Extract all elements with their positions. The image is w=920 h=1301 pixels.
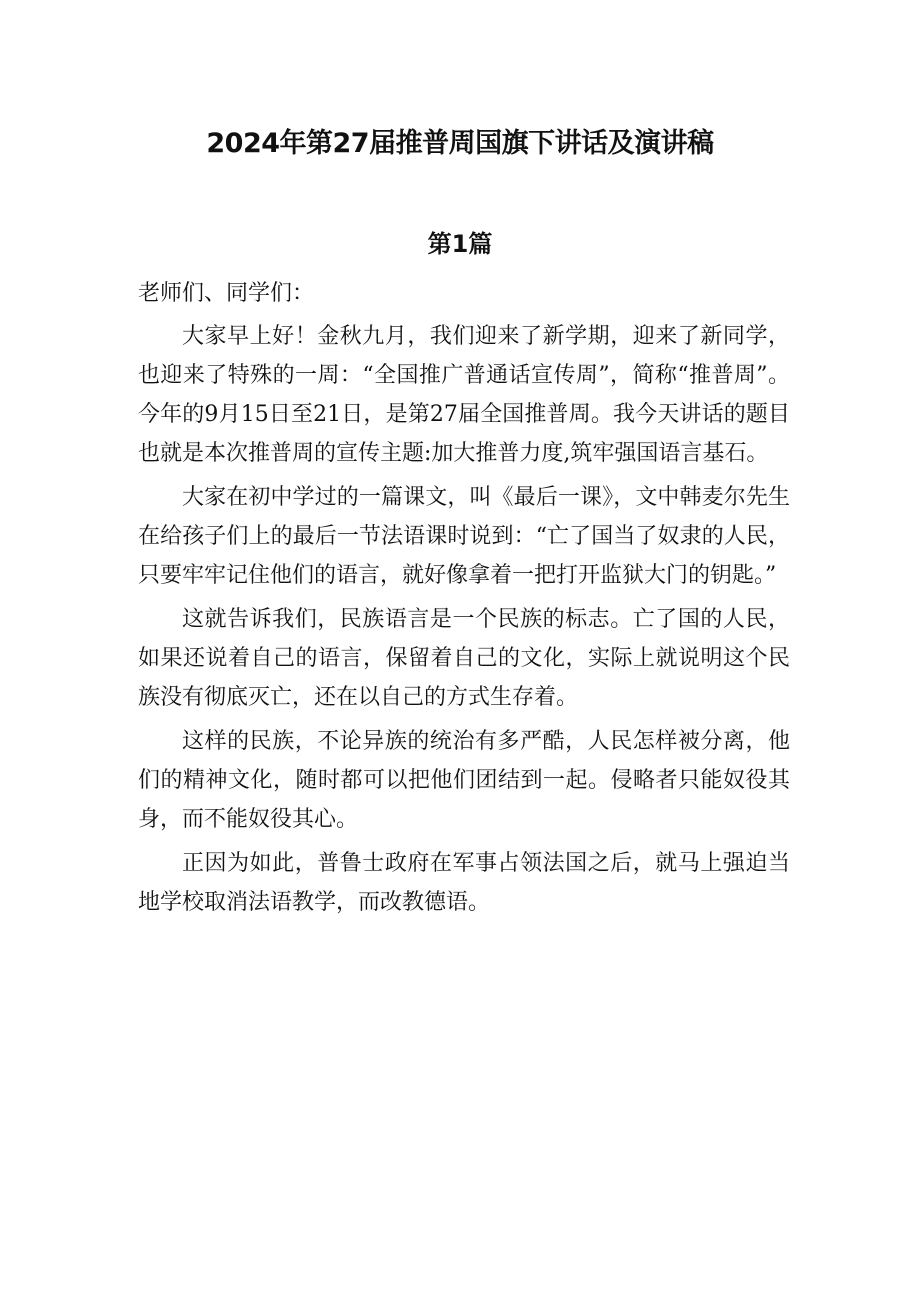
salutation: 老师们、同学们：: [138, 281, 315, 306]
section-heading: 第1篇: [427, 230, 493, 258]
paragraph-3: 这就告诉我们，民族语言是一个民族的标志。亡了国的人民，如果还说着自己的语言，保留着自己的文化，实际上就说明这个民族没有彻底灭亡，还在以自己的方式生存着。: [138, 607, 790, 710]
paragraph-5: 正因为如此，普鲁士政府在军事占领法国之后，就马上强迫当地学校取消法语教学，而改教德语。: [138, 851, 790, 915]
document-title: 2024年第27届推普周国旗下讲话及演讲稿: [206, 128, 714, 159]
paragraph-1: 大家早上好！金秋九月，我们迎来了新学期，迎来了新同学，也迎来了特殊的一周：“全国推广普通话宣传周”，简称“推普周”。今年的9月15日至21日，是第27届全国推普周。我今天讲话的题目也就是本次推普周的宣传主题:加大推普力度,筑牢强国语言基石。: [138, 324, 790, 466]
document-body: [138, 274, 790, 927]
paragraph-2: 大家在初中学过的一篇课文，叫《最后一课》，文中韩麦尔先生在给孩子们上的最后一节法语课时说到：“亡了国当了奴隶的人民，只要牢牢记住他们的语言，就好像拿着一把打开监狱大门的钥匙。”: [138, 485, 790, 588]
paragraph-4: 这样的民族，不论异族的统治有多严酷，人民怎样被分离，他们的精神文化，随时都可以把他们团结到一起。侵略者只能奴役其身，而不能奴役其心。: [138, 729, 790, 832]
